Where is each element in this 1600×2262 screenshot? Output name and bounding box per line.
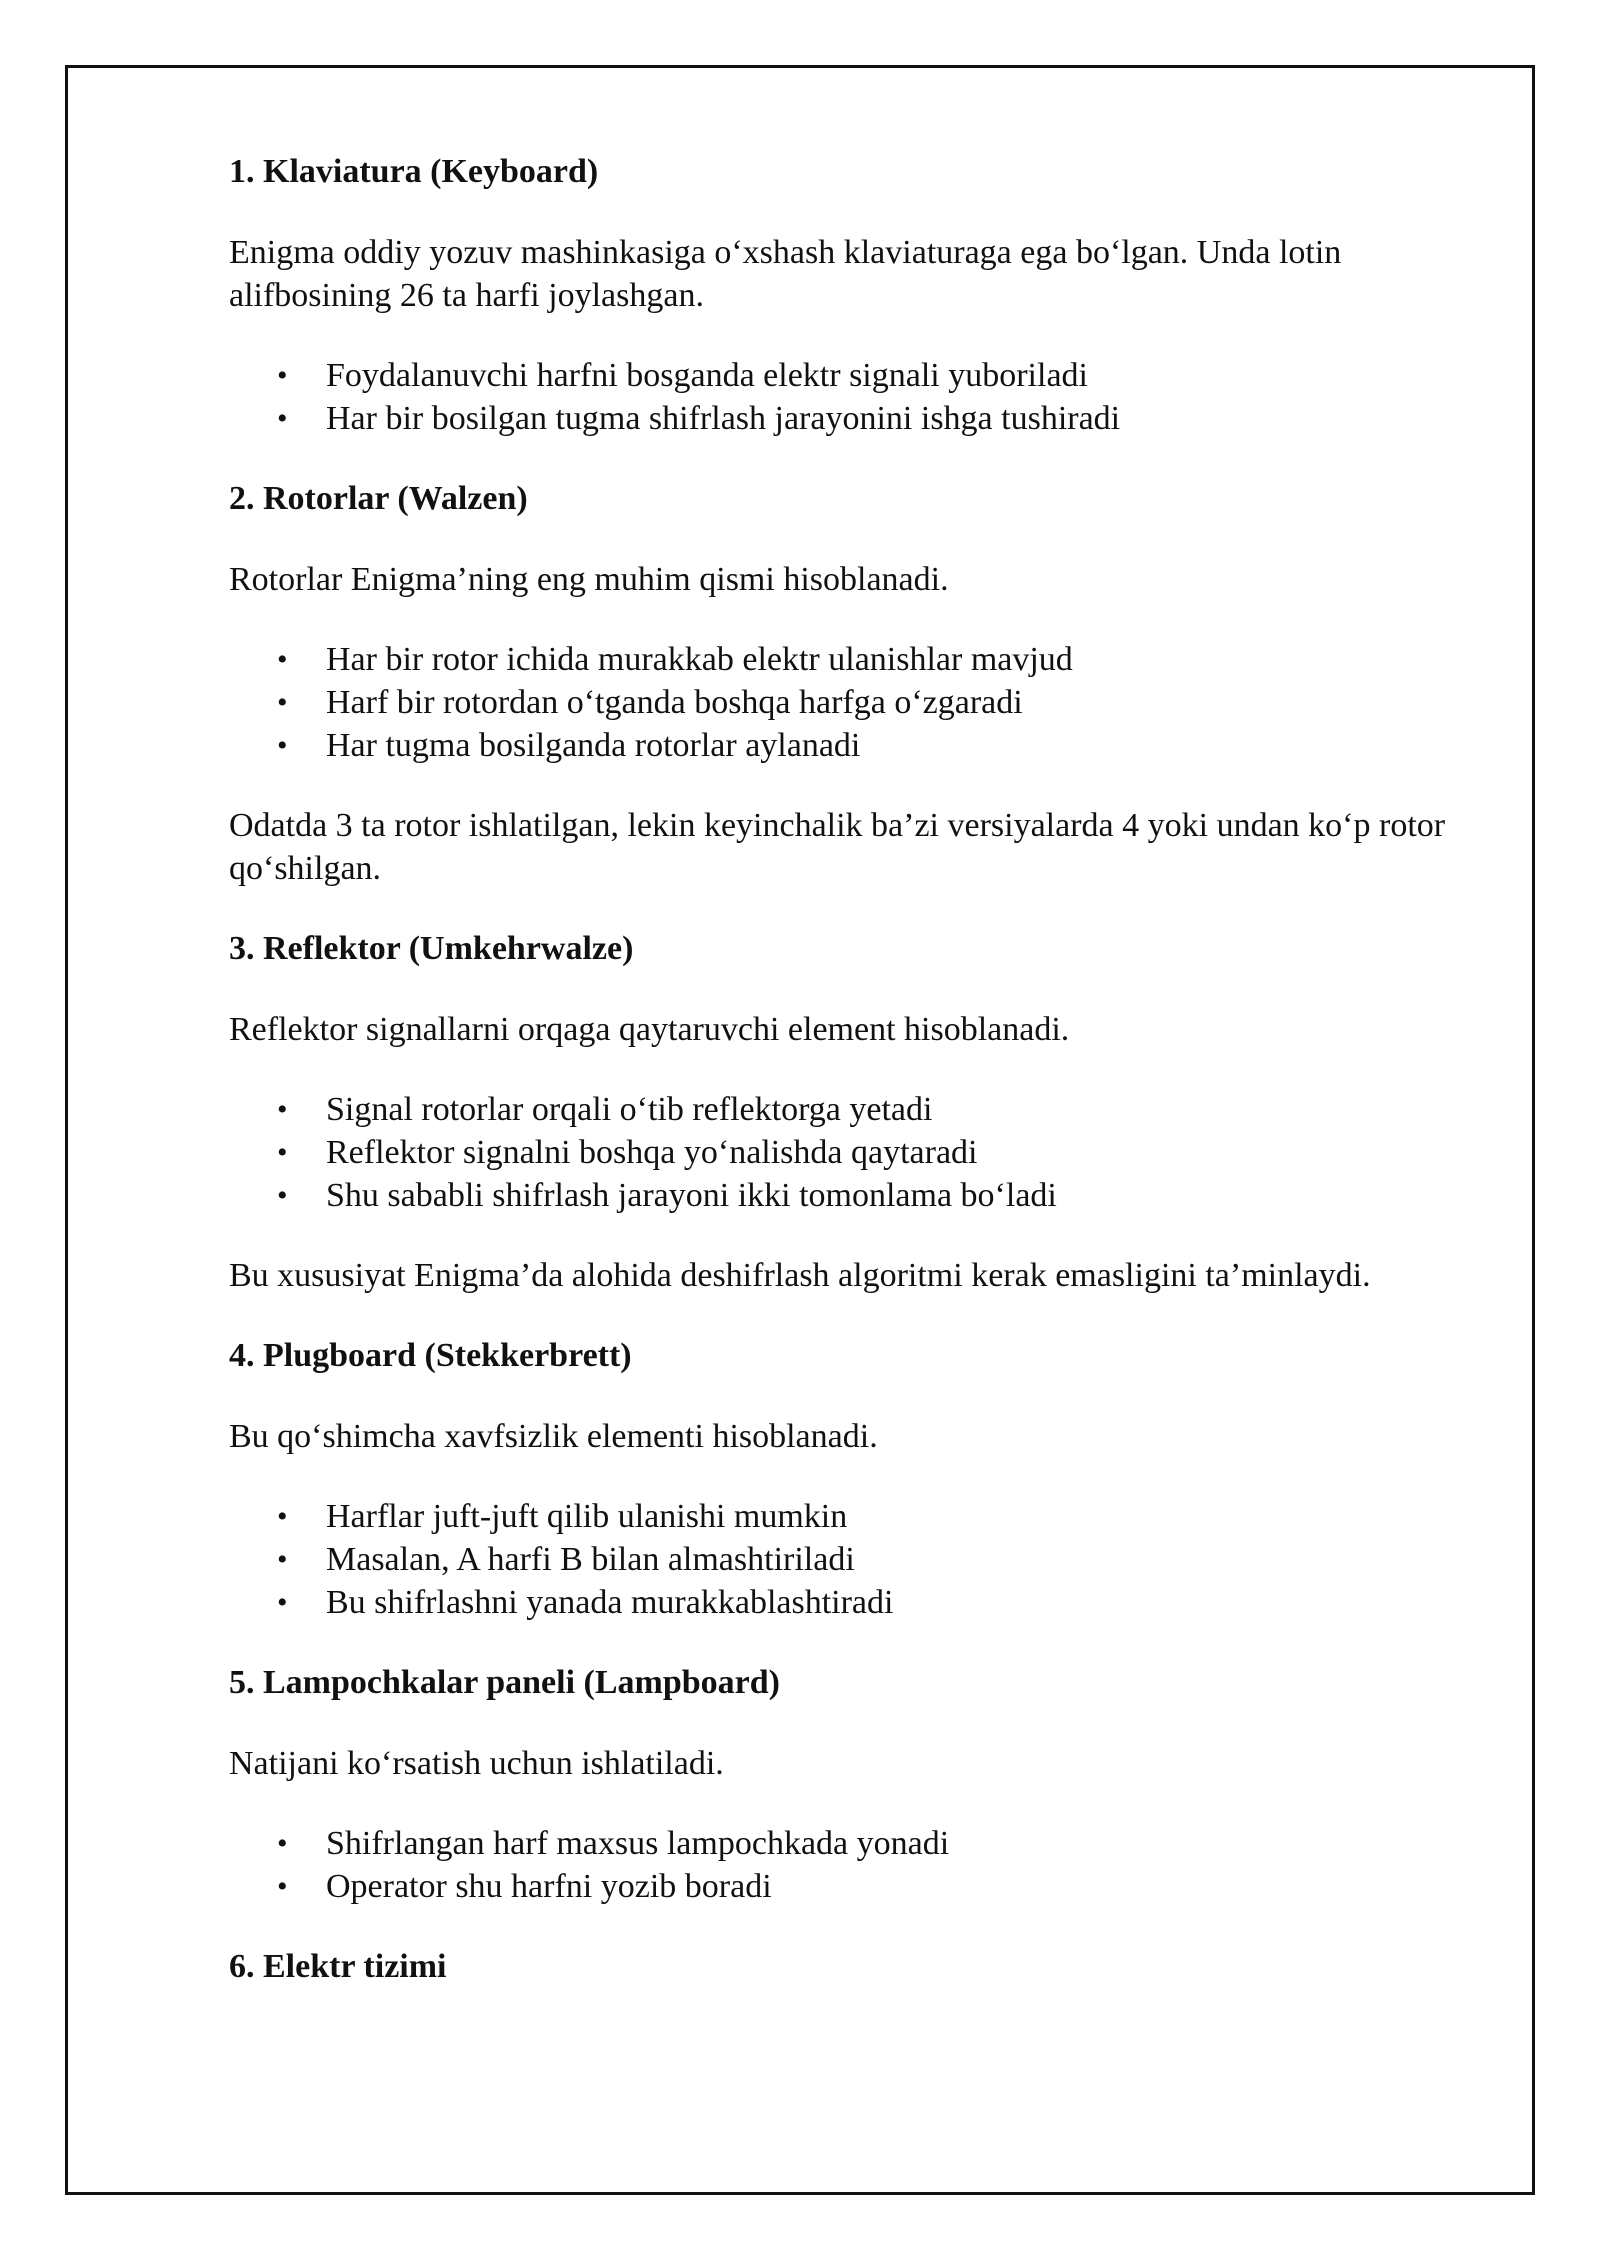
bullet-icon: • <box>277 1586 288 1619</box>
list-item <box>229 1088 1489 1131</box>
list-item <box>229 1538 1489 1581</box>
section-intro: Rotorlar Enigma’ning eng muhim qismi hisoblanadi. <box>229 561 949 598</box>
section-heading: 5. Lampochkalar paneli (Lampboard) <box>229 1664 781 1701</box>
section-heading: 2. Rotorlar (Walzen) <box>229 480 528 517</box>
section-heading: 4. Plugboard (Stekkerbrett) <box>229 1337 632 1374</box>
list-item <box>229 397 1489 440</box>
bullet-icon: • <box>277 1870 288 1903</box>
section-intro: Reflektor signallarni orqaga qaytaruvchi element hisoblanadi. <box>229 1011 1070 1048</box>
bullet-icon: • <box>277 1543 288 1576</box>
list-item <box>229 1131 1489 1174</box>
list-item <box>229 1581 1489 1624</box>
list-item-text: Har bir rotor ichida murakkab elektr ulanishlar mavjud <box>326 641 1073 678</box>
bullet-list <box>229 1822 1489 1908</box>
bullet-list <box>229 638 1489 767</box>
bullet-list <box>229 354 1489 440</box>
list-item <box>229 681 1489 724</box>
section-intro: Bu qo‘shimcha xavfsizlik elementi hisoblanadi. <box>229 1418 878 1455</box>
list-item-text: Har tugma bosilganda rotorlar aylanadi <box>326 727 861 764</box>
list-item-text: Reflektor signalni boshqa yo‘nalishda qaytaradi <box>326 1134 978 1171</box>
list-item-text: Signal rotorlar orqali o‘tib reflektorga yetadi <box>326 1091 933 1128</box>
bullet-icon: • <box>277 1500 288 1533</box>
bullet-icon: • <box>277 643 288 676</box>
bullet-icon: • <box>277 686 288 719</box>
list-item-text: Shifrlangan harf maxsus lampochkada yonadi <box>326 1825 950 1862</box>
document-body <box>229 150 1489 2026</box>
section-heading: 1. Klaviatura (Keyboard) <box>229 153 599 190</box>
list-item <box>229 1174 1489 1217</box>
bullet-icon: • <box>277 1179 288 1212</box>
bullet-icon: • <box>277 1827 288 1860</box>
bullet-list <box>229 1495 1489 1624</box>
section-intro: Natijani ko‘rsatish uchun ishlatiladi. <box>229 1745 724 1782</box>
list-item <box>229 638 1489 681</box>
list-item-text: Harf bir rotordan o‘tganda boshqa harfga o‘zgaradi <box>326 684 1023 721</box>
list-item-text: Bu shifrlashni yanada murakkablashtiradi <box>326 1584 894 1621</box>
section-heading: 3. Reflektor (Umkehrwalze) <box>229 930 634 967</box>
bullet-icon: • <box>277 1136 288 1169</box>
list-item <box>229 724 1489 767</box>
list-item-text: Operator shu harfni yozib boradi <box>326 1868 772 1905</box>
bullet-icon: • <box>277 359 288 392</box>
list-item-text: Shu sababli shifrlash jarayoni ikki tomonlama bo‘ladi <box>326 1177 1057 1214</box>
bullet-icon: • <box>277 1093 288 1126</box>
section-outro: Bu xususiyat Enigma’da alohida deshifrlash algoritmi kerak emasligini ta’minlaydi. <box>229 1257 1371 1294</box>
list-item <box>229 1865 1489 1908</box>
list-item <box>229 354 1489 397</box>
list-item <box>229 1495 1489 1538</box>
section-outro: Odatda 3 ta rotor ishlatilgan, lekin keyinchalik ba’zi versiyalarda 4 yoki undan ko‘p rotor qo‘shilgan. <box>229 807 1446 887</box>
list-item-text: Foydalanuvchi harfni bosganda elektr signali yuboriladi <box>326 357 1088 394</box>
bullet-list <box>229 1088 1489 1217</box>
list-item-text: Masalan, A harfi B bilan almashtiriladi <box>326 1541 855 1578</box>
section-heading: 6. Elektr tizimi <box>229 1948 447 1985</box>
bullet-icon: • <box>277 729 288 762</box>
list-item <box>229 1822 1489 1865</box>
bullet-icon: • <box>277 402 288 435</box>
list-item-text: Har bir bosilgan tugma shifrlash jarayonini ishga tushiradi <box>326 400 1121 437</box>
section-intro: Enigma oddiy yozuv mashinkasiga o‘xshash klaviaturaga ega bo‘lgan. Unda lotin alifbosining 26 ta harfi joylashgan. <box>229 234 1342 314</box>
list-item-text: Harflar juft-juft qilib ulanishi mumkin <box>326 1498 848 1535</box>
